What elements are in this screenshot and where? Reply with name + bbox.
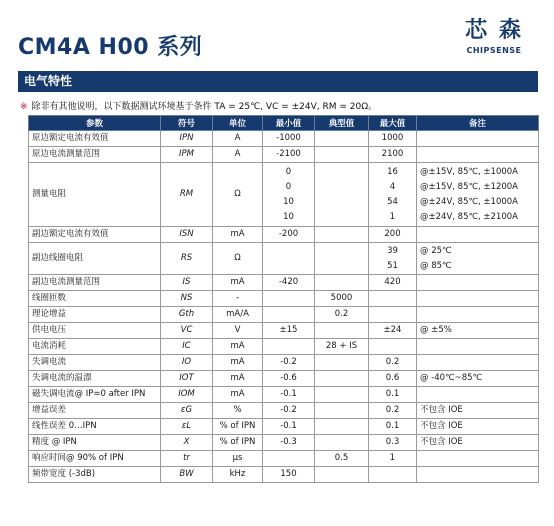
typ-cell-line: [318, 244, 365, 259]
max-cell-line: 1: [389, 453, 396, 463]
min-cell-line: 150: [280, 469, 297, 479]
table-row: [29, 387, 539, 403]
typ-cell-line: [318, 371, 365, 386]
unit-cell: μs: [213, 451, 263, 467]
note-cell-line: [420, 275, 535, 290]
table-row: [29, 419, 539, 435]
note-cell-line: @ 25℃: [420, 245, 452, 256]
electrical-characteristics-table: [28, 115, 539, 483]
min-cell-line: -0.1: [280, 421, 297, 431]
max-cell-line: 39: [387, 245, 398, 256]
unit-cell: kHz: [213, 467, 263, 483]
note-cell: [417, 371, 539, 387]
param-cell: 线性误差 0…IPN: [29, 419, 161, 435]
typ-cell-line: [318, 195, 365, 210]
note-cell-line: @±24V, 85℃, ±1000A: [420, 196, 518, 207]
min-cell-line: 0: [285, 181, 292, 192]
typ-cell-line: [318, 131, 365, 146]
max-cell: [369, 387, 417, 403]
typ-cell: [315, 371, 369, 387]
table-row: [29, 371, 539, 387]
table-row: [29, 323, 539, 339]
symbol-cell: ISN: [161, 227, 213, 243]
note-cell: [417, 435, 539, 451]
typ-cell-line: [318, 147, 365, 162]
logo-english-text: CHIPSENSE: [466, 46, 522, 55]
unit-cell: A: [213, 147, 263, 163]
unit-cell: mA: [213, 355, 263, 371]
min-cell-line: 10: [283, 211, 294, 222]
max-cell-line: 0.3: [385, 437, 400, 447]
max-cell: [369, 323, 417, 339]
typ-cell-line: [318, 435, 365, 450]
typ-cell-line: 28 + IS: [325, 341, 358, 351]
header-note: 备注: [417, 116, 539, 131]
typ-cell: [315, 291, 369, 307]
table-row: [29, 435, 539, 451]
max-cell-line: 2100: [381, 149, 404, 159]
table-row: [29, 243, 539, 275]
note-cell: [417, 131, 539, 147]
header-unit: 单位: [213, 116, 263, 131]
symbol-cell: εG: [161, 403, 213, 419]
typ-cell: [315, 435, 369, 451]
min-cell: [263, 307, 315, 323]
max-cell-line: 54: [387, 196, 398, 207]
note-cell: [417, 467, 539, 483]
param-cell: 副边线圈电阻: [29, 243, 161, 275]
max-cell: [369, 227, 417, 243]
max-cell: [369, 307, 417, 323]
min-cell-line: -420: [278, 277, 299, 287]
max-cell: [369, 451, 417, 467]
typ-cell-line: [318, 227, 365, 242]
unit-cell: Ω: [213, 243, 263, 275]
max-cell: [369, 291, 417, 307]
typ-cell: [315, 163, 369, 227]
symbol-cell: NS: [161, 291, 213, 307]
min-cell: [263, 291, 315, 307]
symbol-cell: X: [161, 435, 213, 451]
max-cell: [369, 435, 417, 451]
typ-cell: [315, 419, 369, 435]
max-cell-line: 420: [384, 277, 401, 287]
note-cell: [417, 291, 539, 307]
table-row: [29, 275, 539, 291]
min-cell-line: [266, 244, 311, 259]
typ-cell-line: [318, 165, 365, 180]
note-cell: [417, 307, 539, 323]
note-cell: [417, 339, 539, 355]
min-cell-line: [266, 451, 311, 466]
min-cell-line: [266, 259, 311, 274]
max-cell: [369, 147, 417, 163]
typ-cell-line: 5000: [330, 293, 353, 303]
note-cell-line: [420, 227, 535, 242]
table-row: [29, 451, 539, 467]
min-cell-line: [266, 339, 311, 354]
note-cell: [417, 275, 539, 291]
min-cell: [263, 147, 315, 163]
param-cell: 增益误差: [29, 403, 161, 419]
note-cell-line: 不包含 IOE: [420, 437, 463, 447]
param-cell: 磁失调电流@ IP=0 after IPN: [29, 387, 161, 403]
typ-cell-line: 0.5: [334, 453, 349, 463]
min-cell-line: 10: [283, 196, 294, 207]
unit-cell: % of IPN: [213, 435, 263, 451]
max-cell: [369, 163, 417, 227]
note-mark: ※: [20, 102, 28, 112]
table-row: [29, 339, 539, 355]
min-cell-line: -1000: [276, 133, 301, 143]
max-cell-line: 0.2: [385, 405, 400, 415]
max-cell-line: 4: [389, 181, 396, 192]
min-cell: [263, 355, 315, 371]
min-cell-line: -0.2: [280, 405, 297, 415]
unit-cell: mA/A: [213, 307, 263, 323]
unit-cell: mA: [213, 227, 263, 243]
note-cell-line: @±15V, 85℃, ±1000A: [420, 166, 518, 177]
test-conditions-note: [20, 99, 377, 112]
param-cell: 线圈匝数: [29, 291, 161, 307]
symbol-cell: IPN: [161, 131, 213, 147]
param-cell: 响应时间@ 90% of IPN: [29, 451, 161, 467]
param-cell: 失调电流: [29, 355, 161, 371]
typ-cell-line: 0.2: [334, 309, 349, 319]
unit-cell: %: [213, 403, 263, 419]
section-header: 电气特性: [18, 71, 538, 92]
note-cell-line: [420, 339, 535, 354]
param-cell: 测量电阻: [29, 163, 161, 227]
typ-cell-line: [318, 180, 365, 195]
note-cell-line: [420, 467, 535, 482]
header-param: 参数: [29, 116, 161, 131]
table-header-row: [29, 116, 539, 131]
unit-cell: V: [213, 323, 263, 339]
typ-cell: [315, 387, 369, 403]
typ-cell-line: [318, 323, 365, 338]
table-row: [29, 403, 539, 419]
param-cell: 供电电压: [29, 323, 161, 339]
max-cell-line: 0.1: [385, 421, 400, 431]
table-row: [29, 307, 539, 323]
min-cell: [263, 467, 315, 483]
table-row: [29, 467, 539, 483]
min-cell-line: -0.1: [280, 389, 297, 399]
min-cell: [263, 419, 315, 435]
max-cell-line: 0.1: [385, 389, 400, 399]
note-cell-line: 不包含 IOE: [420, 405, 463, 415]
min-cell-line: ±15: [279, 325, 298, 335]
typ-cell: [315, 339, 369, 355]
min-cell: [263, 243, 315, 275]
max-cell: [369, 131, 417, 147]
min-cell-line: [266, 291, 311, 306]
note-cell-line: [420, 131, 535, 146]
param-cell: 电流消耗: [29, 339, 161, 355]
param-cell: 失调电流的温漂: [29, 371, 161, 387]
typ-cell: [315, 451, 369, 467]
symbol-cell: RS: [161, 243, 213, 275]
note-cell-line: 不包含 IOE: [420, 421, 463, 431]
typ-cell-line: [318, 387, 365, 402]
param-cell: 频带宽度 (-3dB): [29, 467, 161, 483]
unit-cell: mA: [213, 387, 263, 403]
min-cell: [263, 163, 315, 227]
max-cell-line: 1000: [381, 133, 404, 143]
header-min: 最小值: [263, 116, 315, 131]
symbol-cell: IO: [161, 355, 213, 371]
max-cell-line: ±24: [383, 325, 402, 335]
note-cell: [417, 419, 539, 435]
unit-cell: A: [213, 131, 263, 147]
typ-cell: [315, 131, 369, 147]
table-row: [29, 227, 539, 243]
note-cell-line: @ 85℃: [420, 260, 452, 271]
note-cell-line: [420, 387, 535, 402]
max-cell: [369, 419, 417, 435]
min-cell: [263, 371, 315, 387]
note-cell: [417, 323, 539, 339]
note-cell: [417, 451, 539, 467]
typ-cell-line: [318, 467, 365, 482]
typ-cell-line: [318, 355, 365, 370]
param-cell: 理论增益: [29, 307, 161, 323]
unit-cell: -: [213, 291, 263, 307]
param-cell: 副边电流测量范围: [29, 275, 161, 291]
min-cell: [263, 387, 315, 403]
max-cell-line: 16: [387, 166, 398, 177]
header-max: 最大值: [369, 116, 417, 131]
note-cell-line: [420, 307, 535, 322]
max-cell-line: 0.2: [385, 357, 400, 367]
min-cell: [263, 323, 315, 339]
max-cell-line: [372, 291, 413, 306]
note-text: 除非有其他说明，以下数据测试环境基于条件 TA = 25℃, VC = ±24V, RM = 20Ω。: [31, 102, 378, 112]
note-cell: [417, 243, 539, 275]
min-cell-line: -2100: [276, 149, 301, 159]
note-cell: [417, 403, 539, 419]
typ-cell-line: [318, 403, 365, 418]
symbol-cell: Gth: [161, 307, 213, 323]
max-cell-line: 51: [387, 260, 398, 271]
typ-cell: [315, 275, 369, 291]
symbol-cell: εL: [161, 419, 213, 435]
max-cell: [369, 403, 417, 419]
max-cell: [369, 339, 417, 355]
typ-cell: [315, 243, 369, 275]
max-cell-line: [372, 307, 413, 322]
symbol-cell: IOM: [161, 387, 213, 403]
typ-cell: [315, 307, 369, 323]
max-cell-line: 200: [384, 229, 401, 239]
note-cell-line: [420, 291, 535, 306]
max-cell-line: [372, 339, 413, 354]
chipsense-logo: [458, 18, 530, 55]
min-cell: [263, 131, 315, 147]
unit-cell: mA: [213, 339, 263, 355]
note-cell: [417, 147, 539, 163]
typ-cell: [315, 227, 369, 243]
symbol-cell: IC: [161, 339, 213, 355]
symbol-cell: BW: [161, 467, 213, 483]
page-title: CM4A H00 系列: [18, 35, 203, 60]
symbol-cell: IPM: [161, 147, 213, 163]
unit-cell: mA: [213, 275, 263, 291]
min-cell-line: -0.6: [280, 373, 297, 383]
symbol-cell: IOT: [161, 371, 213, 387]
typ-cell: [315, 147, 369, 163]
min-cell-line: -200: [278, 229, 299, 239]
note-cell-line: [420, 451, 535, 466]
symbol-cell: RM: [161, 163, 213, 227]
min-cell-line: 0: [285, 166, 292, 177]
min-cell-line: [266, 307, 311, 322]
typ-cell: [315, 467, 369, 483]
note-cell-line: @ ±5%: [420, 325, 452, 335]
max-cell-line: 1: [389, 211, 396, 222]
min-cell: [263, 435, 315, 451]
table-row: [29, 291, 539, 307]
max-cell: [369, 467, 417, 483]
note-cell-line: @ -40℃~85℃: [420, 373, 483, 383]
symbol-cell: tr: [161, 451, 213, 467]
min-cell-line: -0.3: [280, 437, 297, 447]
table-row: [29, 147, 539, 163]
max-cell: [369, 275, 417, 291]
max-cell: [369, 243, 417, 275]
param-cell: 精度 @ IPN: [29, 435, 161, 451]
table-row: [29, 131, 539, 147]
min-cell: [263, 275, 315, 291]
note-cell: [417, 355, 539, 371]
typ-cell-line: [318, 210, 365, 225]
table-row: [29, 163, 539, 227]
header-typ: 典型值: [315, 116, 369, 131]
min-cell: [263, 339, 315, 355]
param-cell: 原边电流测量范围: [29, 147, 161, 163]
max-cell-line: 0.6: [385, 373, 400, 383]
param-cell: 副边额定电流有效值: [29, 227, 161, 243]
typ-cell: [315, 355, 369, 371]
note-cell: [417, 387, 539, 403]
max-cell-line: [372, 467, 413, 482]
min-cell: [263, 227, 315, 243]
table-row: [29, 355, 539, 371]
note-cell: [417, 227, 539, 243]
note-cell-line: @±24V, 85℃, ±2100A: [420, 211, 518, 222]
typ-cell-line: [318, 259, 365, 274]
min-cell: [263, 403, 315, 419]
note-cell-line: [420, 355, 535, 370]
unit-cell: % of IPN: [213, 419, 263, 435]
max-cell: [369, 355, 417, 371]
typ-cell: [315, 403, 369, 419]
typ-cell-line: [318, 275, 365, 290]
symbol-cell: IS: [161, 275, 213, 291]
note-cell: [417, 163, 539, 227]
unit-cell: mA: [213, 371, 263, 387]
typ-cell: [315, 323, 369, 339]
header-symbol: 符号: [161, 116, 213, 131]
unit-cell: Ω: [213, 163, 263, 227]
param-cell: 原边额定电流有效值: [29, 131, 161, 147]
min-cell-line: -0.2: [280, 357, 297, 367]
symbol-cell: VC: [161, 323, 213, 339]
note-cell-line: [420, 147, 535, 162]
logo-chinese-text: 芯 森: [465, 18, 523, 43]
note-cell-line: @±15V, 85℃, ±1200A: [420, 181, 518, 192]
max-cell: [369, 371, 417, 387]
typ-cell-line: [318, 419, 365, 434]
min-cell: [263, 451, 315, 467]
